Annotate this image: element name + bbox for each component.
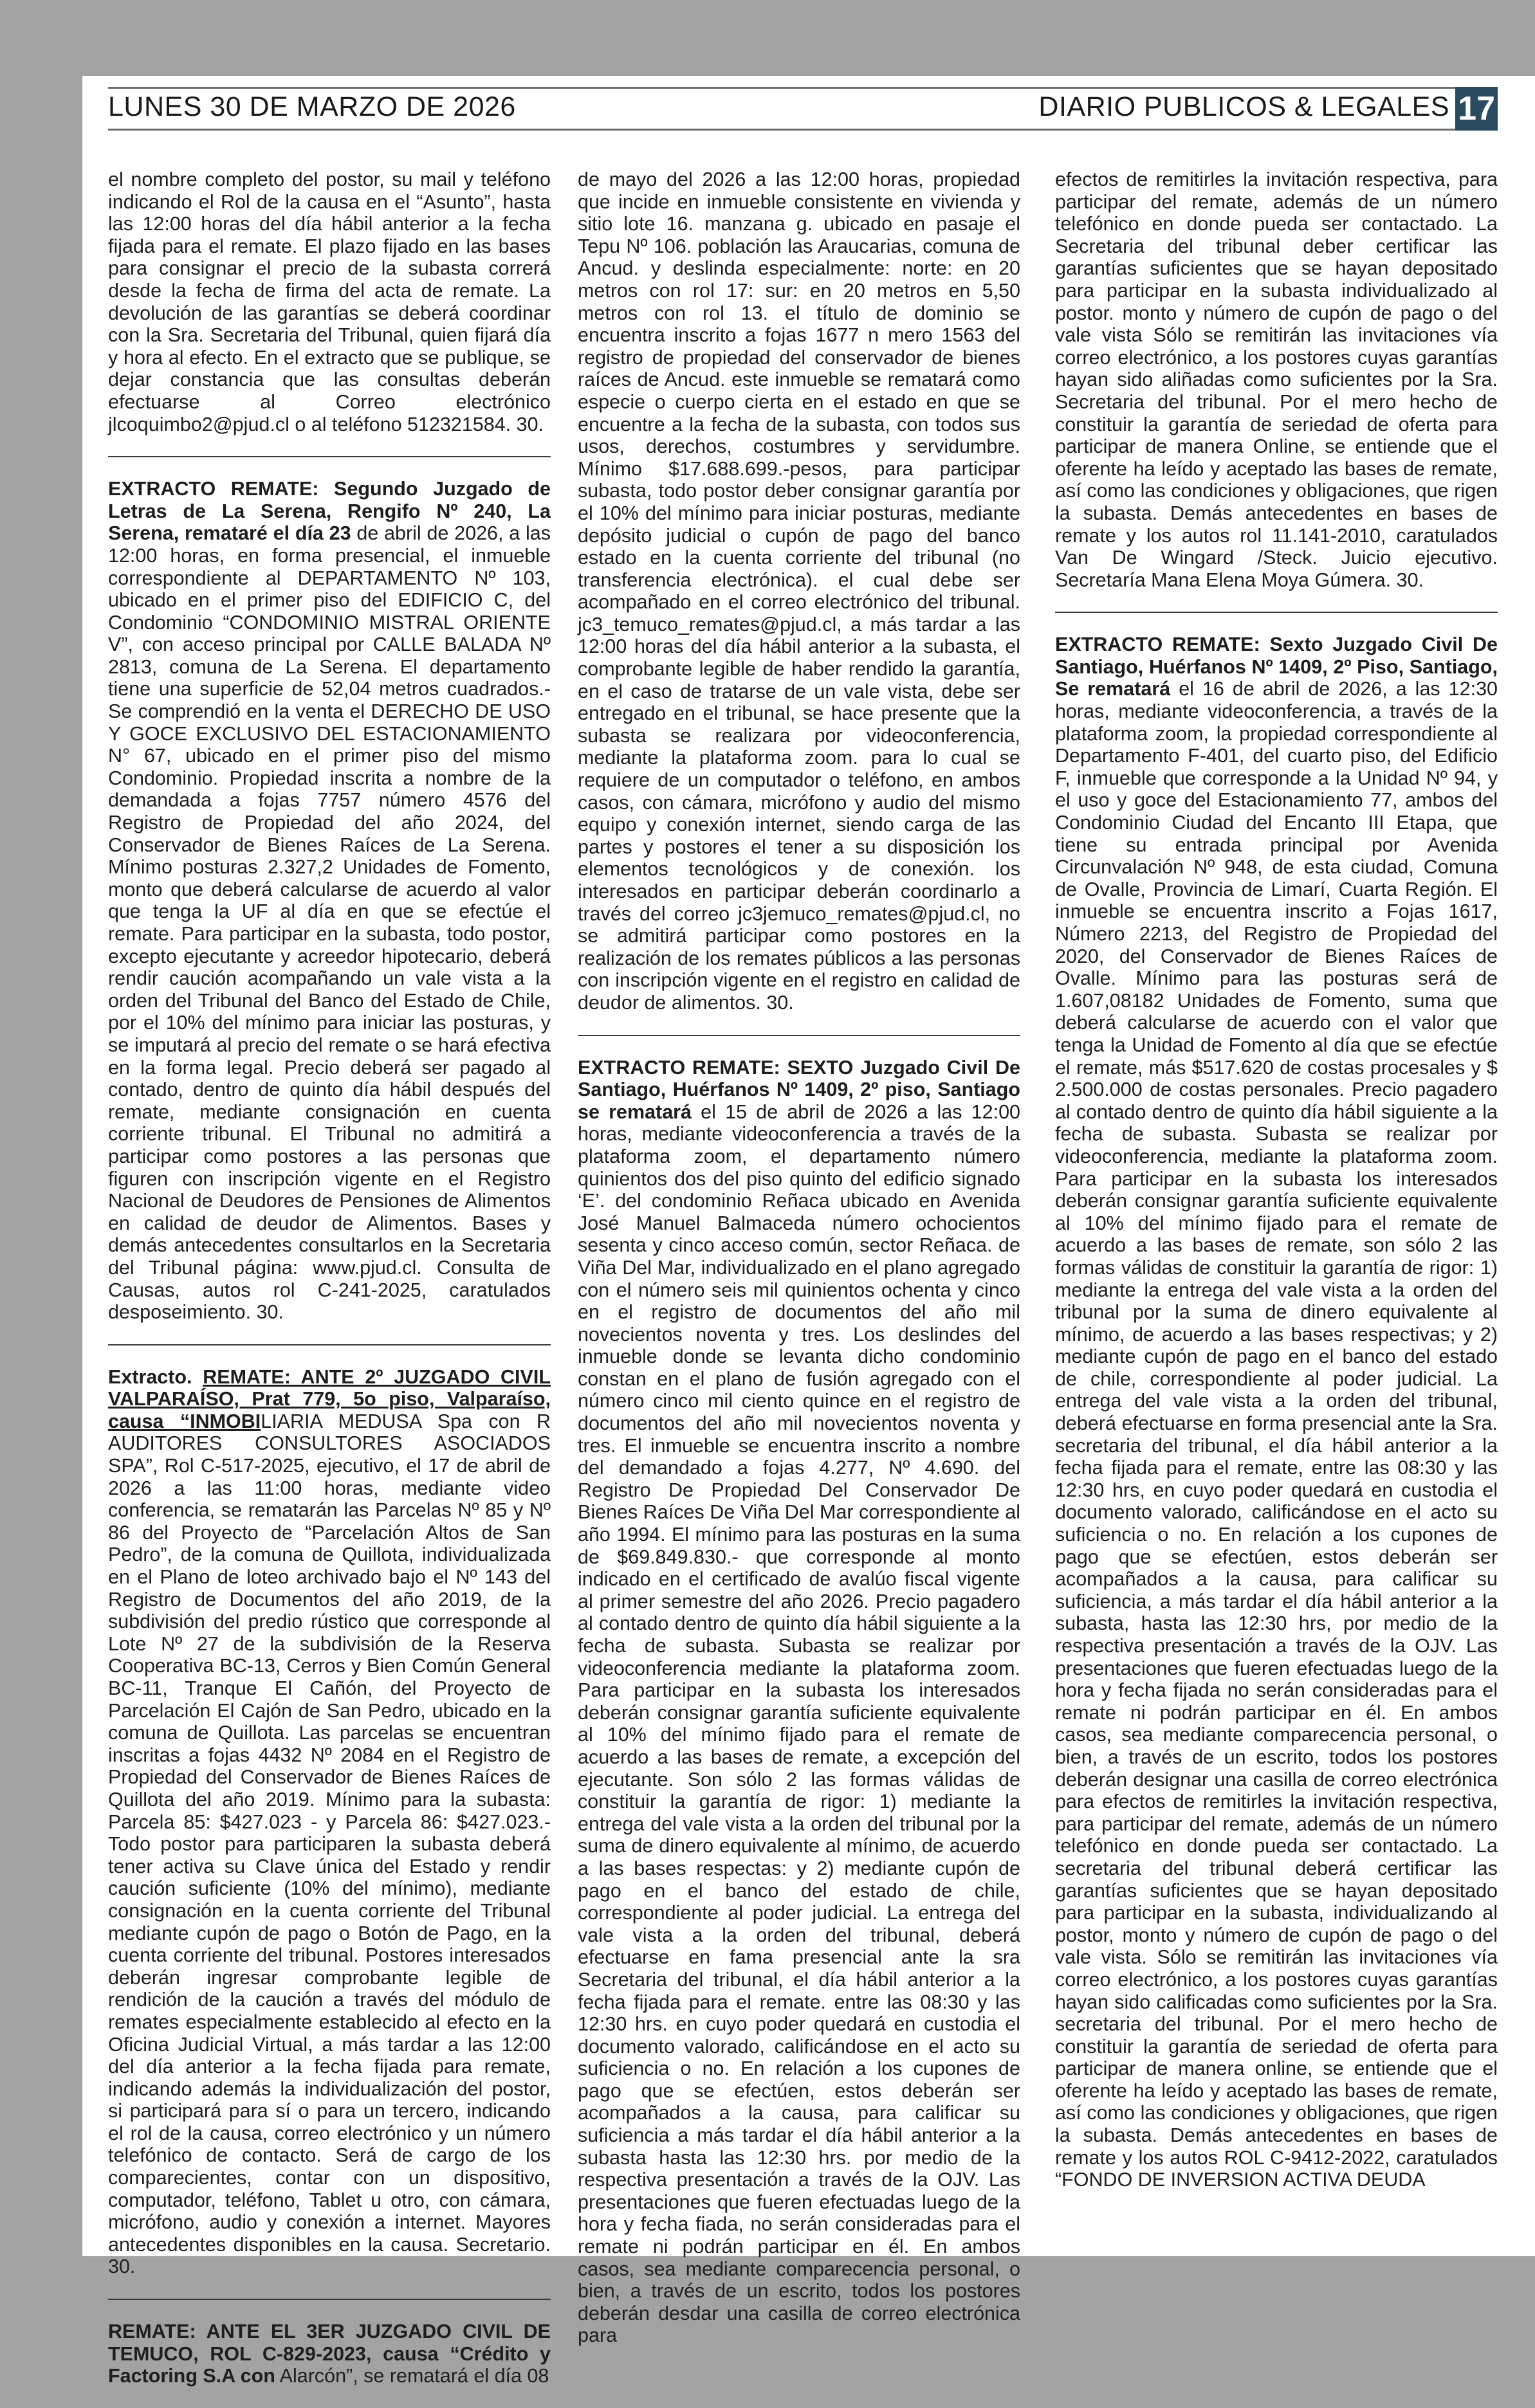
notice-divider xyxy=(108,2299,551,2300)
notice-heading: REMATE: ANTE 2º JUZGADO CIVIL VALPARAÍSO, Prat 779, 5o piso, Valparaíso, causa “INMOBI xyxy=(108,1365,551,1432)
notice-text: el 15 de abril de 2026 a las 12:00 horas, mediante videoconferencia a través de la plataforma zoom, el departamento número quinientos dos del piso quinto del edificio signado ‘E’. del condominio Reñaca ubicado en Avenida José Manuel Balmaceda número ochocientos sesenta y cinco acceso común, sector Reñaca. de Viña Del Mar, individualizado en el plano agregado con el número seis mil quinientos ochenta y cinco en el registro de documentos del año mil novecientos noventa y tres. Los deslindes del inmueble donde se levanta dicho condominio constan en el plano de fusión agregado con el número cinco mil ciento quince en el registro de documentos del año mil novecientos noventa y tres. El inmueble se encuentra inscrito a nombre del demandado a fojas 4.277, Nº 4.690. del Registro De Propiedad Del Conservador De Bienes Raíces De Viña Del Mar correspondiente al año 1994. El mínimo para las posturas en la suma de $69.849.830.- que corresponde al monto indicado en el certificado de avalúo fiscal vigente al primer semestre del año 2026. Precio pagadero al contado dentro de quinto día hábil siguiente a la fecha de subasta. Subasta se realizar por videoconferencia mediante la plataforma zoom. Para participar en la subasta los interesados deberán consignar garantía suficiente equivalente al 10% del mínimo fijado para el remate de acuerdo a las bases de remate, a excepción del ejecutante. Son sólo 2 las formas válidas de constituir la garantía de rigor: 1) mediante la entrega del vale vista a la orden del tribunal por la suma de dinero equivalente al mínimo, de acuerdo a las bases respectas: y 2) mediante cupón de pago en el banco del estado de chile, correspondiente al poder judicial. La entrega del vale vista a la orden del tribunal, deberá efectuarse en fama presencial ante la sra Secretaria del tribunal, el día hábil anterior a la fecha fijada para el remate. entre las 08:30 y las 12:30 hrs. en cuyo poder quedará en custodia el documento valorado, calificándose en el acto su suficiencia o no. En relación a los cupones de pago que se efectúen, estos deberán ser acompañados a la causa, para calificar su suficiencia a más tardar el día hábil anterior a la subasta hasta las 12:30 hrs. por medio de la respectiva presentación a través de la OJV. Las presentaciones que fueren efectuadas luego de la hora y fecha fiada, no serán consideradas para el remate ni podrán participar en él. En ambos casos, sea mediante comparecencia personal, o bien, a través de un escrito, todos los postores deberán desdar una casilla de correo electrónica para xyxy=(578,1100,1020,2347)
notice-santiago-continuation xyxy=(1055,169,1498,591)
notice-text: el 16 de abril de 2026, a las 12:30 horas, mediante videoconferencia, a través de la plataforma zoom, la propiedad correspondiente al Departamento F-401, del cuarto piso, del Edificio F, inmueble que corresponde a la Unidad Nº 94, y el uso y goce del Estacionamiento 77, ambos del Condominio Ciudad del Encanto III Etapa, que tiene su entrada principal por Avenida Circunvalación Nº 948, de esta ciudad, Comuna de Ovalle, Provincia de Limarí, Cuarta Región. El inmueble se encuentra inscrito a Fojas 1617, Número 2213, del Registro de Propiedad del 2020, del Conservador de Bienes Raíces de Ovalle. Mínimo para las posturas será de 1.607,08182 Unidades de Fomento, suma que deberá calcularse de acuerdo con el valor que tenga la Unidad de Fomento al día que se efectúe el remate, más $517.620 de costas procesales y $ 2.500.000 de costas personales. Precio pagadero al contado dentro de quinto día hábil siguiente a la fecha de subasta. Subasta se realizar por videoconferencia, mediante la plataforma zoom. Para participar en la subasta los interesados deberán consignar garantía suficiente equivalente al 10% del mínimo fijado para el remate de acuerdo a las bases de remate, son sólo 2 las formas válidas de constituir la garantía de rigor: 1) mediante la entrega del vale vista a la orden del tribunal por la suma de dinero equivalente al mínimo, de acuerdo a las bases respectivas; y 2) mediante cupón de pago en el banco del estado de chile, correspondiente al poder judicial. La entrega del vale vista a la orden del tribunal, deberá efectuarse en forma presencial ante la Sra. secretaria del tribunal, el día hábil anterior a la fecha fijada para el remate, entre las 08:30 y las 12:30 hrs, en cuyo poder quedará en custodia el documento valorado, calificándose en el acto su suficiencia o no. En relación a los cupones de pago que se efectúen, estos deberán ser acompañados a la causa, para calificar su suficiencia, a más tardar el día hábil anterior a la subasta, hasta las 12:30 hrs, por medio de la respectiva presentación a través de la OJV. Las presentaciones que fueren efectuadas luego de la hora y fecha fijada no serán consideradas para el remate ni podrán participar en él. En ambos casos, sea mediante comparecencia personal, o bien, a través de un escrito, todos los postores deberán designar una casilla de correo electrónica para efectos de remitirles la invitación respectiva, para participar del remate, además de un número telefónico en donde pueda ser contactado. La secretaria del tribunal deberá certificar las garantías suficientes que se hayan depositado para participar en la subasta, individualizando al postor, monto y número de cupón de pago o del vale vista. Sólo se remitirán las invitaciones vía correo electrónico, a los postores cuyas garantías hayan sido calificadas como suficientes por la Sra. secretaria del tribunal. Por el mero hecho de constituir la garantía de seriedad de oferta para participar de manera online, se entiende que el oferente ha leído y aceptado las bases de remate, así como las condiciones y obligaciones, que rigen la subasta. Demás antecedentes en bases de remate y los autos ROL C-9412-2022, caratulados “FONDO DE INVERSION ACTIVA DEUDA xyxy=(1055,678,1498,2191)
notice-heading: EXTRACTO REMATE: SEXTO Juzgado Civil De Santiago, Huérfanos Nº 1409, 2º piso, Santiago se rematará xyxy=(578,1056,1020,1123)
column-2 xyxy=(578,169,1020,2367)
column-1 xyxy=(108,169,551,2408)
notice-divider xyxy=(578,1035,1020,1036)
notice-santiago-ovalle xyxy=(1055,634,1498,2191)
notice-divider xyxy=(108,1344,551,1345)
notice-text: efectos de remitirles la invitación respectiva, para participar del remate, además de un número telefónico en donde pueda ser contactado. La Secretaria del tribunal deber certificar las garantías suficientes que se hayan depositado para participar en la subasta individualizado al postor. monto y número de cupón de pago o del vale vista Sólo se remitirán las invitaciones vía correo electrónico, a los postores cuyas garantías hayan sido aliñadas como suficientes por la Sra. Secretaria del tribunal. Por el mero hecho de constituir la garantía de seriedad de oferta para participar de manera Online, se entiende que el oferente ha leído y aceptado las bases de remate, así como las condiciones y obligaciones, que rigen la subasta. Demás antecedentes en bases de remate y los autos rol 11.141-2010, caratulados Van De Wingard /Steck. Juicio ejecutivo. Secretaría Mana Elena Moya Gúmera. 30. xyxy=(1055,169,1498,591)
notice-temuco-continuation xyxy=(578,169,1020,1014)
notice-text: de mayo del 2026 a las 12:00 horas, propiedad que incide en inmueble consistente en vivienda y sitio lote 16. manzana g. ubicado en pasaje el Tepu Nº 106. población las Araucarias, comuna de Ancud. y deslinda especialmente: norte: en 20 metros con rol 17: sur: en 20 metros en 5,50 metros con rol 13. el título de dominio se encuentra inscrito a fojas 1677 n mero 1563 del registro de propiedad del conservador de bienes raíces de Ancud. este inmueble se rematará como especie o cuerpo cierta en el estado en que se encuentre a la fecha de la subasta, con todos sus usos, derechos, costumbres y servidumbre. Mínimo $17.688.699.-pesos, para participar subasta, todo postor deber consignar garantía por el 10% del mínimo para iniciar posturas, mediante depósito judicial o cupón de pago del banco estado en la cuenta corriente del tribunal (no transferencia electrónica). el cual debe ser acompañado en el correo electrónico del tribunal. jc3_temuco_remates@pjud.cl, a más tardar a las 12:00 horas del día hábil anterior a la subasta, el comprobante legible de haber rendido la garantía, en el caso de tratarse de un vale vista, debe ser entregado en el tribunal, se hace presente que la subasta se realizara por videoconferencia, mediante la plataforma zoom. para lo cual se requiere de un computador o teléfono, en ambos casos, con cámara, micrófono y audio del mismo equipo y conexión internet, siendo carga de las partes y postores el tener a su disposición los elementos tecnológicos y de conexión. los interesados en participar deberán coordinarlo a través del correo jc3jemuco_remates@pjud.cl, no se admitirá participar como postores en la realización de los remates públicos a las personas con inscripción vigente en el registro en calidad de deudor de alimentos. 30. xyxy=(578,169,1020,1014)
notice-divider xyxy=(1055,612,1498,613)
notice-text: el nombre completo del postor, su mail y teléfono indicando el Rol de la causa en el “Asunto”, hasta las 12:00 horas del día hábil anterior a la fecha fijada para el remate. El plazo fijado en las bases para consignar el precio de la subasta correrá desde la fecha de firma del acta de remate. La devolución de las garantías se deberá coordinar con la Sra. Secretaria del Tribunal, quien fijará día y hora al efecto. En el extracto que se publique, se dejar constancia que las consultas deberán efectuarse al Correo electrónico jlcoquimbo2@pjud.cl o al teléfono 512321584. 30. xyxy=(108,169,551,435)
notice-valparaiso xyxy=(108,1366,551,2278)
page-number-badge: 17 xyxy=(1455,87,1498,131)
notice-la-serena xyxy=(108,478,551,1324)
notice-text: de abril de 2026, a las 12:00 horas, en forma presencial, el inmueble correspondiente al DEPARTAMENTO Nº 103, ubicado en el primer piso del EDIFICIO C, del Condominio “CONDOMINIO MISTRAL ORIENTE V”, con acceso principal por CALLE BALADA Nº 2813, comuna de La Serena. El departamento tiene una superficie de 52,04 metros cuadrados.- Se comprendió en la venta el DERECHO DE USO Y GOCE EXCLUSIVO DEL ESTACIONAMIENTO N° 67, ubicado en el primer piso del mismo Condominio. Propiedad inscrita a nombre de la demandada a fojas 7757 número 4576 del Registro de Propiedad del año 2024, del Conservador de Bienes Raíces de La Serena. Mínimo posturas 2.327,2 Unidades de Fomento, monto que deberá calcularse de acuerdo al valor que tenga la UF al día en que se efectúe el remate. Para participar en la subasta, todo postor, excepto ejecutante y acreedor hipotecario, deberá rendir caución acompañando un vale vista a la orden del Tribunal del Banco del Estado de Chile, por el 10% del mínimo para iniciar las posturas, y se imputará al precio del remate o se hará efectiva en la forma legal. Precio deberá ser pagado al contado, dentro de quinto día hábil después del remate, mediante consignación en cuenta corriente tribunal. El Tribunal no admitirá a participar como postores a las personas que figuren con inscripción vigente en el Registro Nacional de Deudores de Pensiones de Alimentos en calidad de deudor de Alimentos. Bases y demás antecedentes consultarlos en la Secretaria del Tribunal página: www.pjud.cl. Consulta de Causas, autos rol C-241-2025, caratulados desposeimiento. 30. xyxy=(108,522,551,1324)
column-3 xyxy=(1055,169,1498,2212)
notice-heading: EXTRACTO REMATE: Segundo Juzgado de Letras de La Serena, Rengifo Nº 240, La Serena, remataré el día 23 xyxy=(108,478,551,545)
notice-divider xyxy=(108,456,551,457)
issue-date: LUNES 30 DE MARZO DE 2026 xyxy=(108,91,516,122)
notice-heading-prefix: Extracto. xyxy=(108,1365,203,1388)
newspaper-title: DIARIO PUBLICOS & LEGALES xyxy=(1038,91,1449,122)
page-header xyxy=(108,87,1498,131)
notice-heading: REMATE: ANTE EL 3ER JUZGADO CIVIL DE TEMUCO, ROL C-829-2023, causa “Crédito y Factoring S.A con xyxy=(108,2321,551,2387)
notice-text: LIARIA MEDUSA Spa con R AUDITORES CONSULTORES ASOCIADOS SPA”, Rol C-517-2025, ejecutivo, el 17 de abril de 2026 a las 11:00 horas, mediante video conferencia, se rematarán las Parcelas Nº 85 y Nº 86 del Proyecto de “Parcelación Altos de San Pedro”, de la comuna de Quillota, individualizada en el Plano de loteo archivado bajo el Nº 143 del Registro de Documentos del año 2019, de la subdivisión del predio rústico que corresponde al Lote Nº 27 de la subdivisión de la Reserva Cooperativa BC-13, Cerros y Bien Común General BC-11, Tranque El Cañón, del Proyecto de Parcelación El Cajón de San Pedro, ubicado en la comuna de Quillota. Las parcelas se encuentran inscritas a fojas 4432 Nº 2084 en el Registro de Propiedad del Conservador de Bienes Raíces de Quillota del año 2019. Mínimo para la subasta: Parcela 85: $427.023 - y Parcela 86: $427.023.-Todo postor para participaren la subasta deberá tener activa su Clave única del Estado y rendir caución suficiente (10% del mínimo), mediante consignación en la cuenta corriente del Tribunal mediante cupón de pago o Botón de Pago, en la cuenta corriente del tribunal. Postores interesados deberán ingresar comprobante legible de rendición de la caución a través del módulo de remates especialmente establecido al efecto en la Oficina Judicial Virtual, a más tardar a las 12:00 del día anterior a la fecha fijada para remate, indicando además la individualización del postor, si participará para sí o para un tercero, indicando el rol de la causa, correo electrónico y un número telefónico de contacto. Será de cargo de los comparecientes, contar con un dispositivo, computador, teléfono, Tablet u otro, con cámara, micrófono, audio y conexión a internet. Mayores antecedentes disponibles en la causa. Secretario. 30. xyxy=(108,1410,551,2278)
notice-santiago-renaca xyxy=(578,1057,1020,2347)
notice-text: Alarcón”, se rematará el día 08 xyxy=(275,2365,549,2387)
notice-temuco xyxy=(108,2321,551,2387)
notice-heading: EXTRACTO REMATE: Sexto Juzgado Civil De Santiago, Huérfanos Nº 1409, 2º Piso, Santiago, Se rematará xyxy=(1055,634,1498,700)
notice-continuation xyxy=(108,169,551,435)
